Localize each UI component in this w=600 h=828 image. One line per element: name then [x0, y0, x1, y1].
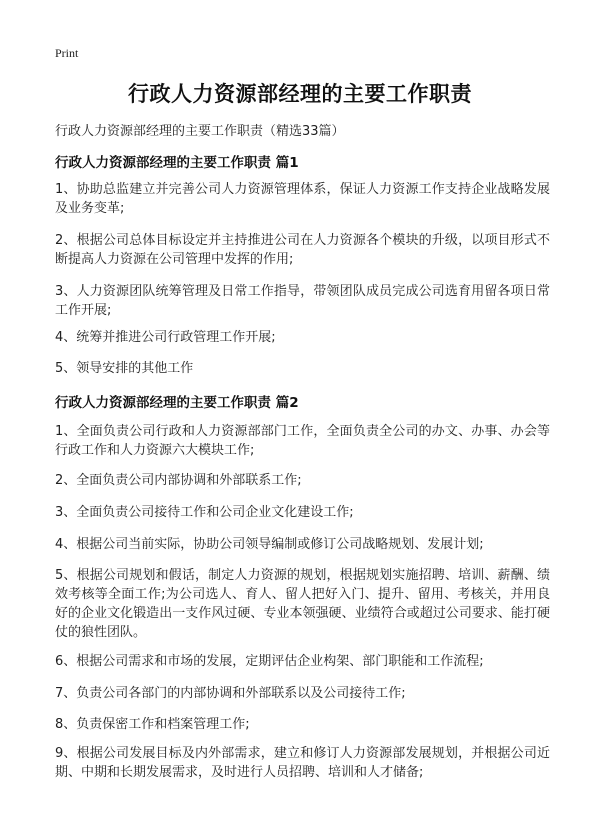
list-item: 3、人力资源团队统筹管理及日常工作指导，带领团队成员完成公司选育用留各项日常工作开展;: [55, 284, 550, 318]
section-heading-1: 行政人力资源部经理的主要工作职责 篇1: [55, 155, 299, 171]
print-label: Print: [55, 46, 79, 60]
document-subtitle: 行政人力资源部经理的主要工作职责（精选33篇）: [55, 124, 345, 139]
list-item: 3、全面负责公司接待工作和公司企业文化建设工作;: [55, 505, 354, 520]
list-item: 2、全面负责公司内部协调和外部联系工作;: [55, 473, 302, 488]
section-heading-2: 行政人力资源部经理的主要工作职责 篇2: [55, 395, 299, 411]
list-item: 4、统筹并推进公司行政管理工作开展;: [55, 330, 276, 345]
list-item: 9、根据公司发展目标及内外部需求，建立和修订人力资源部发展规划，并根据公司近期、中期和长期发展需求，及时进行人员招聘、培训和人才储备;: [55, 746, 550, 780]
list-item: 6、根据公司需求和市场的发展，定期评估企业构架、部门职能和工作流程;: [55, 654, 484, 669]
list-item: 4、根据公司当前实际，协助公司领导编制或修订公司战略规划、发展计划;: [55, 537, 484, 552]
list-item: 5、根据公司规划和假话，制定人力资源的规划，根据规划实施招聘、培训、薪酬、绩效考核等全面工作;为公司选人、育人、留人把好入门、提升、留用、考核关，并用良好的企业文化锻造出一支作风过硬、专业本领强硬、业绩符合或超过公司要求、能打硬仗的狼性团队。: [55, 568, 550, 640]
list-item: 1、全面负责公司行政和人力资源部部门工作，全面负责全公司的办文、办事、办会等行政工作和人力资源六大模块工作;: [55, 424, 550, 458]
list-item: 5、领导安排的其他工作: [55, 361, 194, 376]
list-item: 1、协助总监建立并完善公司人力资源管理体系，保证人力资源工作支持企业战略发展及业务变革;: [55, 182, 550, 216]
list-item: 7、负责公司各部门的内部协调和外部联系以及公司接待工作;: [55, 686, 406, 701]
page-title: 行政人力资源部经理的主要工作职责: [128, 82, 472, 106]
list-item: 8、负责保密工作和档案管理工作;: [55, 717, 250, 732]
list-item: 2、根据公司总体目标设定并主持推进公司在人力资源各个模块的升级，以项目形式不断提高人力资源在公司管理中发挥的作用;: [55, 233, 550, 267]
